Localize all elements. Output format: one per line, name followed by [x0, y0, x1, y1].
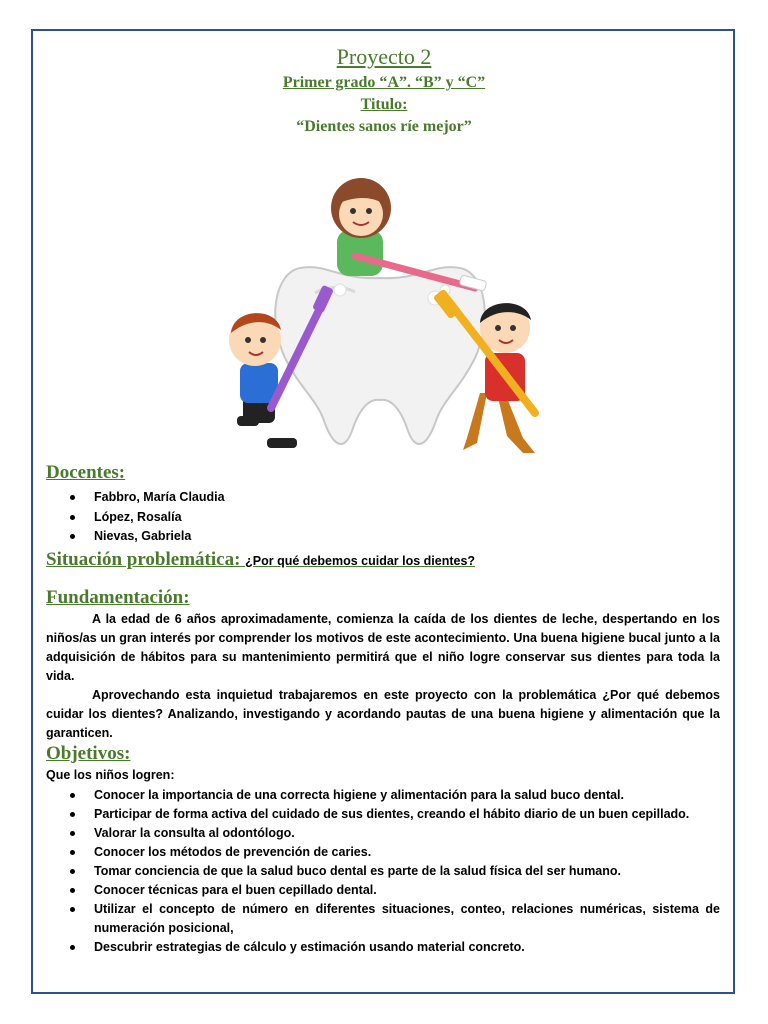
kids-brushing-tooth-illustration — [205, 168, 555, 468]
fundamentacion-text — [46, 610, 720, 743]
bullet-icon — [70, 945, 75, 950]
situacion-heading: Situación problemática: ¿Por qué debemos cuidar los dientes? — [46, 549, 476, 570]
objetivos-list — [70, 786, 720, 957]
tooth-icon — [275, 267, 485, 444]
grade-line: Primer grado “A”. “B” y “C” — [282, 74, 486, 91]
list-item: Conocer los métodos de prevención de caries. — [70, 843, 720, 862]
bullet-icon — [70, 831, 75, 836]
list-item: Fabbro, María Claudia — [70, 488, 225, 508]
bullet-icon — [70, 850, 75, 855]
bullet-icon — [70, 812, 75, 817]
list-item: Conocer la importancia de una correcta higiene y alimentación para la salud buco dental. — [70, 786, 720, 805]
bullet-icon — [70, 793, 75, 798]
situacion-text: ¿Por qué debemos cuidar los dientes? — [245, 554, 476, 568]
list-item: López, Rosalía — [70, 508, 225, 528]
fundamentacion-paragraph-1: A la edad de 6 años aproximadamente, comienza la caída de los dientes de leche, despertando en los niños/as un gran interés por comprender los motivos de este acontecimiento. Una buena higiene bucal junto a la adquisición de hábitos para su mantenimiento permitirá que el niño logre conservar sus dientes para toda la vida. — [46, 612, 720, 683]
list-item: Descubrir estrategias de cálculo y estimación usando material concreto. — [70, 938, 720, 957]
list-item: Participar de forma activa del cuidado de sus dientes, creando el hábito diario de un buen cepillado. — [70, 805, 720, 824]
bullet-icon — [70, 869, 75, 874]
bullet-icon — [70, 515, 75, 520]
docentes-heading: Docentes: — [46, 462, 126, 483]
list-item: Valorar la consulta al odontólogo. — [70, 824, 720, 843]
fundamentacion-heading: Fundamentación: — [46, 587, 190, 608]
objetivos-heading: Objetivos: — [46, 743, 131, 764]
list-item: Conocer técnicas para el buen cepillado dental. — [70, 881, 720, 900]
bullet-icon — [70, 907, 75, 912]
project-title: “Dientes sanos ríe mejor” — [296, 118, 472, 135]
fundamentacion-paragraph-2: Aprovechando esta inquietud trabajaremos en este proyecto con la problemática ¿Por qué debemos cuidar los dientes? Analizando, investigando y acordando pautas de una buena higiene y alimentación que la garanticen. — [46, 688, 720, 740]
docentes-list — [70, 488, 225, 547]
bullet-icon — [70, 495, 75, 500]
title-label: Titulo: — [360, 96, 408, 113]
list-item: Utilizar el concepto de número en diferentes situaciones, conteo, relaciones numéricas, sistema de numeración posicional, — [70, 900, 720, 938]
list-item: Tomar conciencia de que la salud buco dental es parte de la salud física del ser humano. — [70, 862, 720, 881]
objetivos-intro: Que los niños logren: — [46, 768, 175, 782]
list-item: Nievas, Gabriela — [70, 527, 225, 547]
bullet-icon — [70, 534, 75, 539]
bullet-icon — [70, 888, 75, 893]
page-title: Proyecto 2 — [336, 44, 432, 69]
